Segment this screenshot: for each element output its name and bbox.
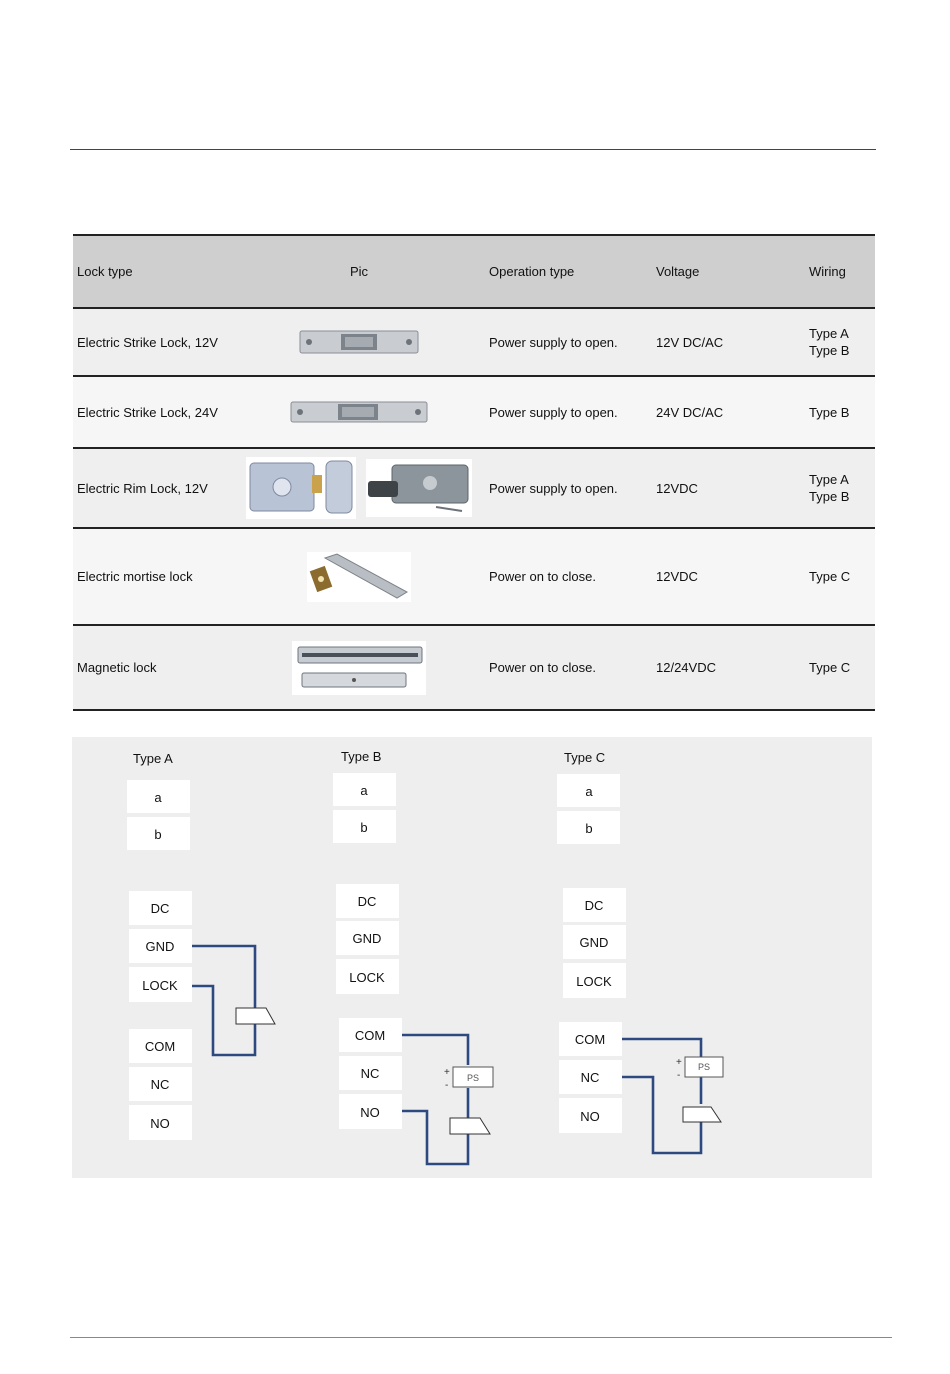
terminal-com — [129, 1029, 192, 1063]
voltage-cell: 12/24VDC — [656, 660, 716, 675]
terminal-b — [127, 817, 190, 850]
table-header-row — [73, 235, 875, 308]
power-supply-icon — [444, 1067, 493, 1091]
svg-text:DC: DC — [584, 898, 604, 913]
wiring-type: Type C — [809, 660, 851, 675]
wiring-type: Type B — [809, 404, 850, 420]
voltage-cell: 12VDC — [656, 480, 698, 496]
terminal-com — [559, 1022, 622, 1056]
svg-text:LOCK: LOCK — [142, 978, 178, 993]
wiring-diagrams — [72, 737, 872, 1178]
header-voltage: Voltage — [656, 264, 700, 279]
lock-device-icon — [450, 1118, 490, 1134]
header-operation-type: Operation type — [489, 264, 575, 279]
table-row — [73, 625, 875, 710]
wiring-type: Type B — [809, 343, 850, 358]
svg-text:DC: DC — [357, 894, 377, 909]
rim-lock-photo-icon — [246, 457, 356, 519]
svg-text:GND: GND — [352, 931, 382, 946]
svg-text:NC: NC — [360, 1066, 380, 1081]
svg-text:PS: PS — [466, 1073, 480, 1083]
mortise-lock-photo-icon — [307, 552, 411, 602]
header-pic: Pic — [349, 264, 369, 279]
lock-type-cell: Electric Rim Lock, 12V — [77, 480, 208, 496]
header-rule — [70, 149, 876, 150]
type-c-title: Type C — [564, 750, 606, 765]
pic-cell — [238, 376, 480, 448]
wiring-type: Type C — [809, 569, 851, 584]
operation-cell: Power on to close. — [489, 569, 596, 584]
strike-lock-photo-icon — [290, 398, 428, 426]
svg-text:b: b — [154, 827, 162, 842]
voltage-cell: 12V DC/AC — [656, 334, 724, 350]
svg-text:COM: COM — [354, 1028, 386, 1043]
magnetic-lock-photo-icon — [292, 641, 426, 695]
strike-lock-photo-icon — [299, 327, 419, 357]
voltage-cell: 24V DC/AC — [656, 404, 724, 420]
type-b-title: Type B — [341, 749, 382, 764]
type-a-wire — [192, 946, 255, 1055]
lock-type-cell: Electric mortise lock — [77, 569, 193, 584]
svg-text:NO: NO — [150, 1116, 170, 1131]
svg-text:GND: GND — [579, 935, 609, 950]
svg-text:-: - — [677, 1070, 681, 1081]
pic-cell — [238, 448, 480, 528]
svg-text:NO: NO — [580, 1109, 600, 1124]
type-a-diagram — [127, 751, 275, 1140]
table-row — [73, 308, 875, 376]
terminal-nc — [129, 1067, 192, 1101]
operation-cell: Power supply to open. — [489, 334, 618, 350]
svg-text:DC: DC — [150, 901, 170, 916]
svg-text:COM: COM — [144, 1039, 176, 1054]
terminal-lock — [129, 967, 192, 1002]
operation-cell: Power supply to open. — [489, 480, 618, 496]
terminal-com — [339, 1018, 402, 1052]
table-row — [73, 376, 875, 448]
wiring-type: Type B — [809, 489, 850, 504]
voltage-cell: 12VDC — [656, 569, 698, 584]
svg-text:LOCK: LOCK — [349, 970, 385, 985]
wiring-cell — [800, 448, 875, 528]
wiring-type: Type A — [809, 326, 849, 341]
svg-text:NO: NO — [360, 1105, 380, 1120]
type-c-wire-com — [622, 1039, 701, 1057]
wiring-type: Type A — [809, 472, 849, 487]
svg-text:GND: GND — [145, 939, 175, 954]
terminal-b — [557, 811, 620, 844]
header-wiring: Wiring — [809, 264, 846, 279]
svg-text:b: b — [360, 820, 368, 835]
terminal-no — [559, 1098, 622, 1133]
type-a-title: Type A — [133, 751, 173, 766]
terminal-no — [129, 1105, 192, 1140]
terminal-a — [557, 774, 620, 807]
header-lock-type: Lock type — [77, 264, 133, 279]
power-supply-icon — [676, 1057, 723, 1081]
terminal-lock — [563, 963, 626, 998]
svg-text:b: b — [585, 821, 593, 836]
lock-type-cell: Electric Strike Lock, 12V — [77, 334, 218, 350]
svg-text:a: a — [154, 790, 162, 805]
pic-cell — [238, 528, 480, 625]
terminal-no — [339, 1094, 402, 1129]
svg-text:PS: PS — [697, 1062, 711, 1072]
terminal-gnd — [336, 921, 399, 955]
lock-device-icon — [683, 1107, 721, 1122]
terminal-a — [333, 773, 396, 806]
table-row — [73, 448, 875, 528]
terminal-a — [127, 780, 190, 813]
svg-text:NC: NC — [580, 1070, 600, 1085]
lock-types-table — [73, 234, 875, 711]
svg-text:+: + — [676, 1057, 682, 1068]
table-row — [73, 528, 875, 625]
operation-cell: Power on to close. — [489, 660, 596, 675]
svg-text:NC: NC — [150, 1077, 170, 1092]
type-c-diagram — [557, 750, 723, 1153]
lock-type-cell: Electric Strike Lock, 24V — [77, 404, 218, 420]
wiring-cell — [800, 308, 875, 376]
pic-cell — [238, 308, 480, 376]
terminal-gnd — [129, 929, 192, 963]
terminal-dc — [129, 891, 192, 925]
lock-device-icon — [236, 1008, 275, 1024]
wiring-diagrams-panel — [72, 737, 872, 1178]
terminal-b — [333, 810, 396, 843]
operation-cell: Power supply to open. — [489, 404, 618, 420]
footer-rule — [70, 1337, 892, 1338]
terminal-nc — [559, 1060, 622, 1094]
pic-cell — [238, 625, 480, 710]
svg-text:-: - — [445, 1080, 449, 1091]
terminal-lock — [336, 959, 399, 994]
terminal-gnd — [563, 925, 626, 959]
svg-text:COM: COM — [574, 1032, 606, 1047]
svg-text:LOCK: LOCK — [576, 974, 612, 989]
wiring-cell — [800, 528, 875, 625]
svg-text:a: a — [585, 784, 593, 799]
lock-type-cell: Magnetic lock — [77, 660, 157, 675]
terminal-dc — [563, 888, 626, 922]
wiring-cell — [800, 376, 875, 448]
rim-lock-photo-icon — [366, 459, 472, 517]
type-b-diagram — [333, 749, 493, 1164]
svg-text:a: a — [360, 783, 368, 798]
terminal-nc — [339, 1056, 402, 1090]
svg-text:+: + — [444, 1067, 450, 1078]
terminal-dc — [336, 884, 399, 918]
wiring-cell — [800, 625, 875, 710]
type-b-wire-com — [402, 1035, 468, 1065]
